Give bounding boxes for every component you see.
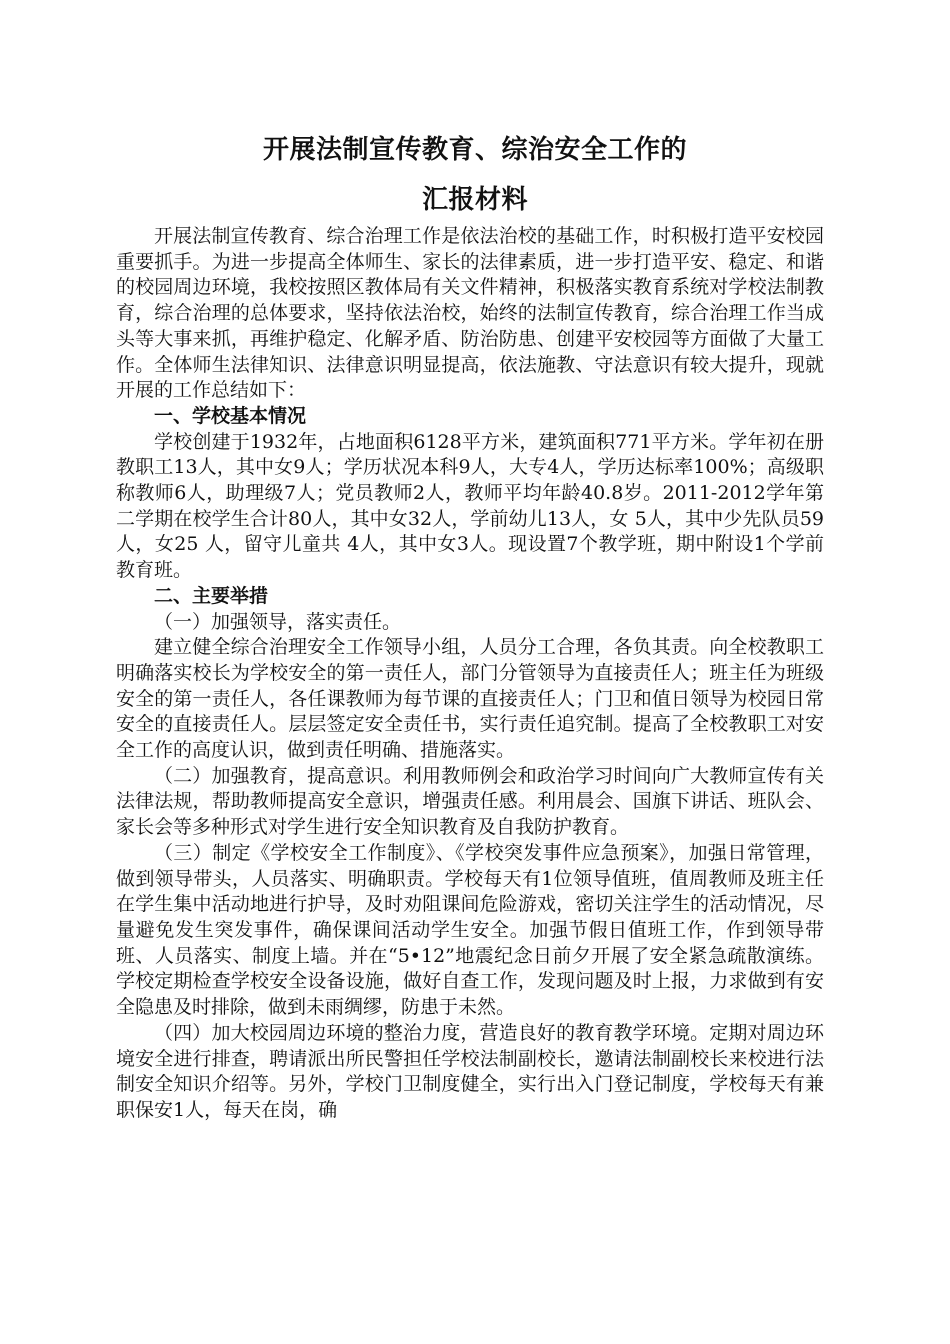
section-2-heading: 二、主要举措 [154,584,269,607]
intro-paragraph: 开展法制宣传教育、综合治理工作是依法治校的基础工作，时积极打造平安校园重要抓手。为进一步提高全体师生、家长的法律素质，进一步打造平安、稳定、和谐的校园周边环境，我校按照区教体局有关文件精神，积极落实教育系统对学校法制教育，综合治理的总体要求，坚持依法治校，始终的法制宣传教育，综合治理工作当成头等大事来抓，再维护稳定、化解矛盾、防治防患、创建平安校园等方面做了大量工作。全体师生法律知识、法律意识明显提高，依法施教、守法意识有较大提升，现就开展的工作总结如下： [116,225,824,402]
section-1-paragraph: 学校创建于1932年，占地面积6128平方米，建筑面积771平方米。学年初在册教职工13人，其中女9人；学历状况本科9人，大专4人，学历达标率100%；高级职称教师6人，助理级7人；党员教师2人，教师平均年龄40.8岁。2011-2012学年第二学期在校学生合计80人，其中女32人，学前幼儿13人，女 5人，其中少先队员59人，女25 人，留守儿童共 4人，其中女3人。现设置7个教学班，期中附设1个学前教育班。 [116,430,824,582]
section-1-heading: 一、学校基本情况 [154,404,307,427]
measure-1-paragraph: 建立健全综合治理安全工作领导小组，人员分工合理，各负其责。向全校教职工明确落实校长为学校安全的第一责任人，部门分管领导为直接责任人；班主任为班级安全的第一责任人，各任课教师为每节课的直接责任人；门卫和值日领导为校园日常安全的直接责任人。层层签定安全责任书，实行责任追究制。提高了全校教职工对安全工作的高度认识，做到责任明确、措施落实。 [116,636,824,762]
measure-2-paragraph: （二）加强教育，提高意识。利用教师例会和政治学习时间向广大教师宣传有关法律法规，帮助教师提高安全意识，增强责任感。利用晨会、国旗下讲话、班队会、家长会等多种形式对学生进行安全知识教育及自我防护教育。 [116,764,824,839]
document-body [116,224,824,1124]
measure-4-paragraph: （四）加大校园周边环境的整治力度，营造良好的教育教学环境。定期对周边环境安全进行排查，聘请派出所民警担任学校法制副校长，邀请法制副校长来校进行法制安全知识介绍等。另外，学校门卫制度健全，实行出入门登记制度，学校每天有兼职保安1人，每天在岗，确 [116,1021,824,1121]
document-title-line-1: 开展法制宣传教育、综治安全工作的 [262,135,687,165]
measure-1-heading: （一）加强领导，落实责任。 [154,610,402,633]
document-title-line-2: 汇报材料 [421,185,528,215]
measure-3-paragraph: （三）制定《学校安全工作制度》、《学校突发事件应急预案》，加强日常管理，做到领导带头，人员落实、明确职责。学校每天有1位领导值班，值周教师及班主任在学生集中活动地进行护导，及时劝阻课间危险游戏，密切关注学生的活动情况，尽量避免发生突发事件，确保课间活动学生安全。加强节假日值班工作，作到领导带班、人员落实、制度上墙。并在“5•12”地震纪念日前夕开展了安全紧急疏散演练。学校定期检查学校安全设备设施，做好自查工作，发现问题及时上报，力求做到有安全隐患及时排除，做到未雨绸缪，防患于未然。 [116,841,824,1019]
